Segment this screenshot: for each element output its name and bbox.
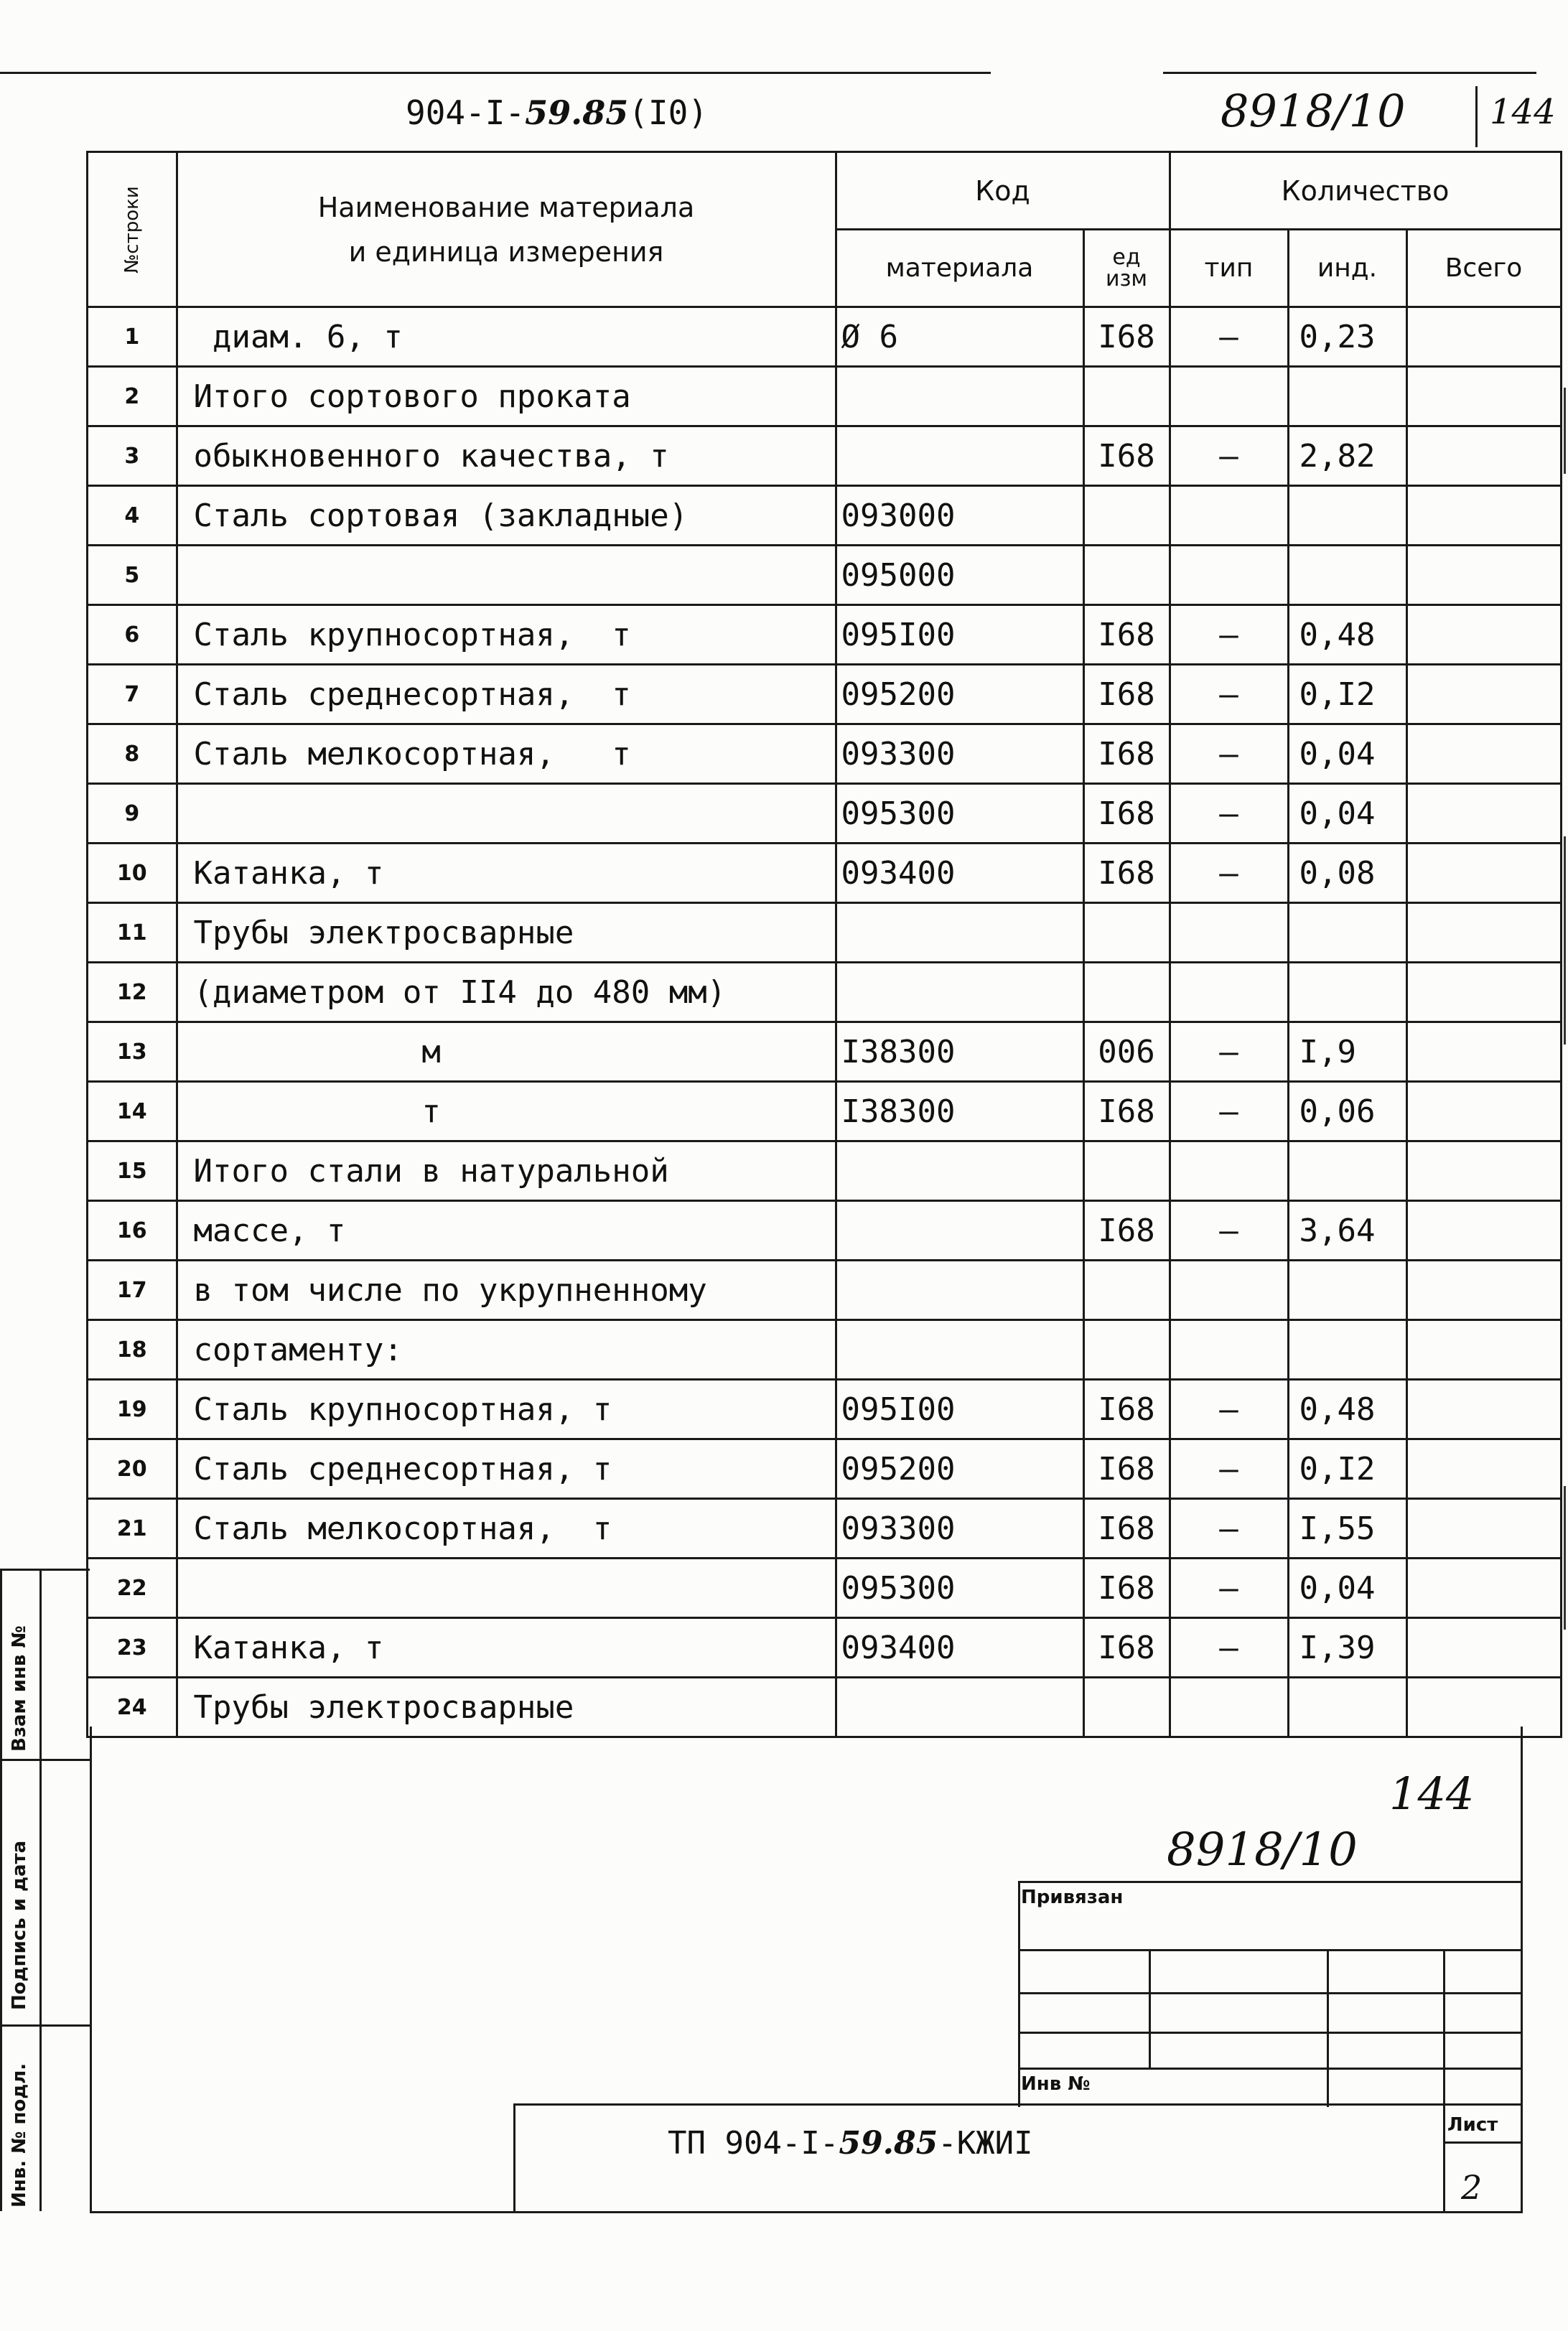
material-name-cell: диам. 6, т xyxy=(177,307,836,367)
quantity-total-cell xyxy=(1406,844,1561,903)
code-material-header: материала xyxy=(836,230,1083,307)
stamp-code-prefix: ТП 904-I- xyxy=(668,2125,839,2162)
unit-code-cell: I68 xyxy=(1083,307,1170,367)
margin-label-signature-date: Подпись и дата xyxy=(9,1840,30,2010)
handwritten-archive-number: 8918/10 xyxy=(1167,1823,1358,1877)
quantity-total-header: Всего xyxy=(1406,230,1561,307)
quantity-type-cell xyxy=(1170,1261,1288,1320)
unit-code-cell xyxy=(1083,1678,1170,1737)
material-name-cell: Сталь крупносортная, т xyxy=(177,1380,836,1439)
quantity-type-cell xyxy=(1170,546,1288,605)
table-row xyxy=(88,784,1562,844)
quantity-total-cell xyxy=(1406,546,1561,605)
table-row xyxy=(88,724,1562,784)
quantity-total-cell xyxy=(1406,367,1561,426)
scan-mark-3 xyxy=(1564,1486,1566,1630)
material-name-cell: т xyxy=(177,1082,836,1141)
quantity-ind-cell xyxy=(1288,486,1406,546)
material-code-cell xyxy=(836,426,1083,486)
quantity-ind-cell: 0,04 xyxy=(1288,784,1406,844)
table-row xyxy=(88,1380,1562,1439)
quantity-total-cell xyxy=(1406,665,1561,724)
scan-mark-2 xyxy=(1564,836,1566,1045)
table-row xyxy=(88,1439,1562,1499)
table-row xyxy=(88,367,1562,426)
row-number-cell: 21 xyxy=(88,1499,177,1559)
quantity-total-cell xyxy=(1406,426,1561,486)
quantity-ind-cell: 0,23 xyxy=(1288,307,1406,367)
material-name-cell: Трубы электросварные xyxy=(177,903,836,963)
unit-code-cell: 006 xyxy=(1083,1022,1170,1082)
quantity-ind-cell: 0,I2 xyxy=(1288,665,1406,724)
quantity-type-cell xyxy=(1170,963,1288,1022)
unit-code-cell: I68 xyxy=(1083,784,1170,844)
inventory-label: Инв № xyxy=(1021,2073,1091,2095)
quantity-type-cell: – xyxy=(1170,1559,1288,1618)
table-row xyxy=(88,1082,1562,1141)
row-number-cell: 24 xyxy=(88,1678,177,1737)
quantity-total-cell xyxy=(1406,724,1561,784)
table-row xyxy=(88,1678,1562,1737)
material-code-cell xyxy=(836,367,1083,426)
quantity-type-cell: – xyxy=(1170,307,1288,367)
quantity-ind-cell: I,39 xyxy=(1288,1618,1406,1678)
quantity-total-cell xyxy=(1406,1201,1561,1261)
table-row xyxy=(88,1559,1562,1618)
row-number-cell: 12 xyxy=(88,963,177,1022)
quantity-total-cell xyxy=(1406,1618,1561,1678)
material-name-cell: Сталь мелкосортная, т xyxy=(177,724,836,784)
table-row xyxy=(88,546,1562,605)
material-name-cell: Трубы электросварные xyxy=(177,1678,836,1737)
material-name-cell xyxy=(177,546,836,605)
material-name-cell: Сталь сортовая (закладные) xyxy=(177,486,836,546)
binding-rule-4 xyxy=(1018,2068,1523,2070)
quantity-ind-cell: 0,04 xyxy=(1288,724,1406,784)
unit-code-cell: I68 xyxy=(1083,1618,1170,1678)
unit-code-cell: I68 xyxy=(1083,1201,1170,1261)
quantity-type-cell: – xyxy=(1170,844,1288,903)
material-name-cell: обыкновенного качества, т xyxy=(177,426,836,486)
row-number-cell: 23 xyxy=(88,1618,177,1678)
quantity-ind-cell xyxy=(1288,903,1406,963)
table-row xyxy=(88,1201,1562,1261)
unit-code-cell: I68 xyxy=(1083,1380,1170,1439)
quantity-type-cell xyxy=(1170,367,1288,426)
name-header xyxy=(177,152,836,307)
materials-table xyxy=(86,151,1562,1738)
quantity-ind-cell: 0,06 xyxy=(1288,1082,1406,1141)
unit-code-cell xyxy=(1083,1261,1170,1320)
top-rule-right xyxy=(1163,72,1536,74)
stamp-left xyxy=(513,2103,515,2213)
binding-block-top xyxy=(1018,1881,1523,1883)
material-code-cell: 095I00 xyxy=(836,1380,1083,1439)
material-code-cell: I38300 xyxy=(836,1022,1083,1082)
material-code-cell: 095300 xyxy=(836,784,1083,844)
quantity-type-cell: – xyxy=(1170,1082,1288,1141)
row-number-cell: 11 xyxy=(88,903,177,963)
material-code-cell: 095300 xyxy=(836,1559,1083,1618)
margin-stamp-left xyxy=(0,1569,2,2211)
quantity-total-cell xyxy=(1406,1678,1561,1737)
document-code xyxy=(406,93,708,132)
quantity-type-cell: – xyxy=(1170,784,1288,844)
material-name-cell: Итого сортового проката xyxy=(177,367,836,426)
table-body xyxy=(88,307,1562,1737)
row-number-cell: 17 xyxy=(88,1261,177,1320)
material-code-cell: 095200 xyxy=(836,1439,1083,1499)
code-unit-header: ед изм xyxy=(1083,230,1170,307)
quantity-ind-cell: 0,04 xyxy=(1288,1559,1406,1618)
row-number-cell: 19 xyxy=(88,1380,177,1439)
table-row xyxy=(88,1022,1562,1082)
material-code-cell xyxy=(836,1201,1083,1261)
quantity-type-cell: – xyxy=(1170,1201,1288,1261)
row-number-cell: 16 xyxy=(88,1201,177,1261)
table-row xyxy=(88,426,1562,486)
archive-number: 8918/10 xyxy=(1221,85,1406,137)
material-code-cell: 095I00 xyxy=(836,605,1083,665)
material-name-cell: Катанка, т xyxy=(177,1618,836,1678)
quantity-type-header: тип xyxy=(1170,230,1288,307)
table-row xyxy=(88,963,1562,1022)
stamp-top xyxy=(513,2103,1523,2106)
frame-bottom xyxy=(90,2211,1523,2213)
quantity-total-cell xyxy=(1406,1261,1561,1320)
unit-code-cell: I68 xyxy=(1083,1439,1170,1499)
quantity-type-cell xyxy=(1170,903,1288,963)
material-name-cell xyxy=(177,1559,836,1618)
material-code-cell xyxy=(836,1261,1083,1320)
document-code-hand: 59.85 xyxy=(525,93,629,132)
material-name-cell xyxy=(177,784,836,844)
margin-stamp-rule-1 xyxy=(0,1759,90,1761)
quantity-ind-cell: I,55 xyxy=(1288,1499,1406,1559)
material-code-cell xyxy=(836,1320,1083,1380)
frame-left xyxy=(90,1727,92,2211)
frame-right xyxy=(1521,1727,1523,2211)
material-name-cell: Сталь крупносортная, т xyxy=(177,605,836,665)
table-row xyxy=(88,605,1562,665)
unit-code-cell: I68 xyxy=(1083,1082,1170,1141)
row-number-cell: 2 xyxy=(88,367,177,426)
binding-rule-2 xyxy=(1018,1992,1523,1994)
table-row xyxy=(88,307,1562,367)
material-name-cell: массе, т xyxy=(177,1201,836,1261)
quantity-total-cell xyxy=(1406,1082,1561,1141)
top-rule-left xyxy=(0,72,991,74)
binding-rule-3 xyxy=(1018,2032,1523,2034)
binding-col-1 xyxy=(1149,1949,1151,2068)
unit-code-cell: I68 xyxy=(1083,605,1170,665)
row-number-cell: 20 xyxy=(88,1439,177,1499)
bound-label: Привязан xyxy=(1021,1887,1124,1908)
quantity-group-header: Количество xyxy=(1170,152,1561,230)
unit-code-cell xyxy=(1083,486,1170,546)
row-number-cell: 13 xyxy=(88,1022,177,1082)
material-name-cell: м xyxy=(177,1022,836,1082)
material-code-cell: 093300 xyxy=(836,1499,1083,1559)
name-header-line2: и единица измерения xyxy=(348,235,664,268)
unit-code-cell xyxy=(1083,546,1170,605)
quantity-total-cell xyxy=(1406,963,1561,1022)
material-code-cell: 093400 xyxy=(836,844,1083,903)
table-row xyxy=(88,665,1562,724)
sheet-label: Лист xyxy=(1447,2114,1498,2136)
binding-col-2 xyxy=(1327,1949,1329,2107)
quantity-ind-cell: 0,08 xyxy=(1288,844,1406,903)
unit-code-cell xyxy=(1083,1320,1170,1380)
unit-code-cell: I68 xyxy=(1083,665,1170,724)
material-name-cell: Сталь мелкосортная, т xyxy=(177,1499,836,1559)
table-row xyxy=(88,1618,1562,1678)
handwritten-sheet-number: 144 xyxy=(1389,1767,1475,1820)
quantity-type-cell: – xyxy=(1170,1380,1288,1439)
quantity-ind-cell: 3,64 xyxy=(1288,1201,1406,1261)
sheet-number: 2 xyxy=(1461,2168,1483,2207)
material-code-cell: 093400 xyxy=(836,1618,1083,1678)
quantity-type-cell: – xyxy=(1170,605,1288,665)
stamp-code-suffix: -КЖИI xyxy=(938,2125,1033,2162)
row-number-cell: 9 xyxy=(88,784,177,844)
material-name-cell: (диаметром от II4 до 480 мм) xyxy=(177,963,836,1022)
top-sheet-divider xyxy=(1475,86,1478,147)
material-code-cell: 095200 xyxy=(836,665,1083,724)
unit-code-cell xyxy=(1083,963,1170,1022)
quantity-type-cell: – xyxy=(1170,426,1288,486)
table-row xyxy=(88,844,1562,903)
quantity-ind-cell: 0,48 xyxy=(1288,605,1406,665)
material-code-cell xyxy=(836,1141,1083,1201)
material-code-cell xyxy=(836,963,1083,1022)
quantity-type-cell: – xyxy=(1170,1499,1288,1559)
quantity-total-cell xyxy=(1406,903,1561,963)
row-number-cell: 1 xyxy=(88,307,177,367)
material-code-cell xyxy=(836,1678,1083,1737)
quantity-ind-cell xyxy=(1288,1320,1406,1380)
document-code-prefix: 904-I- xyxy=(406,93,526,132)
margin-label-original-inv: Инв. № подл. xyxy=(9,2063,30,2208)
quantity-ind-cell xyxy=(1288,963,1406,1022)
material-name-cell: Катанка, т xyxy=(177,844,836,903)
quantity-ind-header: инд. xyxy=(1288,230,1406,307)
quantity-ind-cell xyxy=(1288,1141,1406,1201)
table-row xyxy=(88,1141,1562,1201)
quantity-type-cell xyxy=(1170,1141,1288,1201)
quantity-ind-cell xyxy=(1288,1678,1406,1737)
quantity-type-cell xyxy=(1170,1678,1288,1737)
row-number-header: №строки xyxy=(88,152,177,307)
quantity-type-cell: – xyxy=(1170,1022,1288,1082)
unit-code-cell xyxy=(1083,1141,1170,1201)
material-name-cell: Итого стали в натуральной xyxy=(177,1141,836,1201)
table-header xyxy=(88,152,1562,307)
unit-code-cell: I68 xyxy=(1083,844,1170,903)
unit-code-cell: I68 xyxy=(1083,426,1170,486)
material-code-cell: 093300 xyxy=(836,724,1083,784)
document-code-suffix: (I0) xyxy=(628,93,708,132)
table-row xyxy=(88,1320,1562,1380)
table-row xyxy=(88,1261,1562,1320)
unit-code-cell xyxy=(1083,367,1170,426)
quantity-type-cell xyxy=(1170,486,1288,546)
margin-stamp-rule-2 xyxy=(0,2024,90,2027)
stamp-sheet-rule xyxy=(1443,2141,1523,2144)
table-row xyxy=(88,1499,1562,1559)
material-code-cell: I38300 xyxy=(836,1082,1083,1141)
quantity-ind-cell: 0,48 xyxy=(1288,1380,1406,1439)
row-number-cell: 22 xyxy=(88,1559,177,1618)
quantity-total-cell xyxy=(1406,486,1561,546)
quantity-total-cell xyxy=(1406,1141,1561,1201)
quantity-total-cell xyxy=(1406,1380,1561,1439)
unit-code-cell: I68 xyxy=(1083,724,1170,784)
quantity-ind-cell xyxy=(1288,546,1406,605)
material-code-cell: 093000 xyxy=(836,486,1083,546)
quantity-total-cell xyxy=(1406,1320,1561,1380)
quantity-total-cell xyxy=(1406,784,1561,844)
margin-stamp-right xyxy=(39,1569,42,2211)
margin-stamp-top xyxy=(0,1569,90,1571)
row-number-cell: 18 xyxy=(88,1320,177,1380)
unit-code-cell: I68 xyxy=(1083,1559,1170,1618)
material-code-cell xyxy=(836,903,1083,963)
sheet-number-top: 144 xyxy=(1490,92,1556,132)
quantity-type-cell: – xyxy=(1170,665,1288,724)
stamp-sheet-divider xyxy=(1443,2103,1445,2213)
table-row xyxy=(88,486,1562,546)
row-number-cell: 7 xyxy=(88,665,177,724)
quantity-type-cell: – xyxy=(1170,1439,1288,1499)
row-number-cell: 15 xyxy=(88,1141,177,1201)
quantity-total-cell xyxy=(1406,1439,1561,1499)
material-name-cell: в том числе по укрупненному xyxy=(177,1261,836,1320)
material-code-cell: 095000 xyxy=(836,546,1083,605)
unit-code-cell: I68 xyxy=(1083,1499,1170,1559)
stamp-code-hand: 59.85 xyxy=(839,2125,938,2162)
name-header-line1: Наименование материала xyxy=(317,191,695,223)
material-name-cell: сортаменту: xyxy=(177,1320,836,1380)
quantity-type-cell: – xyxy=(1170,724,1288,784)
row-number-cell: 8 xyxy=(88,724,177,784)
table-row xyxy=(88,903,1562,963)
row-number-cell: 6 xyxy=(88,605,177,665)
quantity-type-cell: – xyxy=(1170,1618,1288,1678)
quantity-ind-cell xyxy=(1288,367,1406,426)
row-number-cell: 4 xyxy=(88,486,177,546)
quantity-ind-cell: 2,82 xyxy=(1288,426,1406,486)
material-name-cell: Сталь среднесортная, т xyxy=(177,665,836,724)
quantity-total-cell xyxy=(1406,1022,1561,1082)
quantity-type-cell xyxy=(1170,1320,1288,1380)
row-number-cell: 5 xyxy=(88,546,177,605)
quantity-ind-cell: I,9 xyxy=(1288,1022,1406,1082)
scan-mark-1 xyxy=(1564,388,1566,474)
row-number-cell: 10 xyxy=(88,844,177,903)
binding-col-3 xyxy=(1443,1949,1445,2107)
row-number-cell: 3 xyxy=(88,426,177,486)
quantity-total-cell xyxy=(1406,1499,1561,1559)
quantity-total-cell xyxy=(1406,605,1561,665)
row-number-cell: 14 xyxy=(88,1082,177,1141)
code-group-header: Код xyxy=(836,152,1170,230)
quantity-total-cell xyxy=(1406,1559,1561,1618)
material-code-cell: Ø 6 xyxy=(836,307,1083,367)
quantity-ind-cell xyxy=(1288,1261,1406,1320)
unit-code-cell xyxy=(1083,903,1170,963)
quantity-total-cell xyxy=(1406,307,1561,367)
quantity-ind-cell: 0,I2 xyxy=(1288,1439,1406,1499)
margin-label-replacement-inv: Взам инв № xyxy=(9,1625,30,1752)
stamp-document-code xyxy=(668,2125,1033,2162)
material-name-cell: Сталь среднесортная, т xyxy=(177,1439,836,1499)
binding-rule-1 xyxy=(1018,1949,1523,1951)
